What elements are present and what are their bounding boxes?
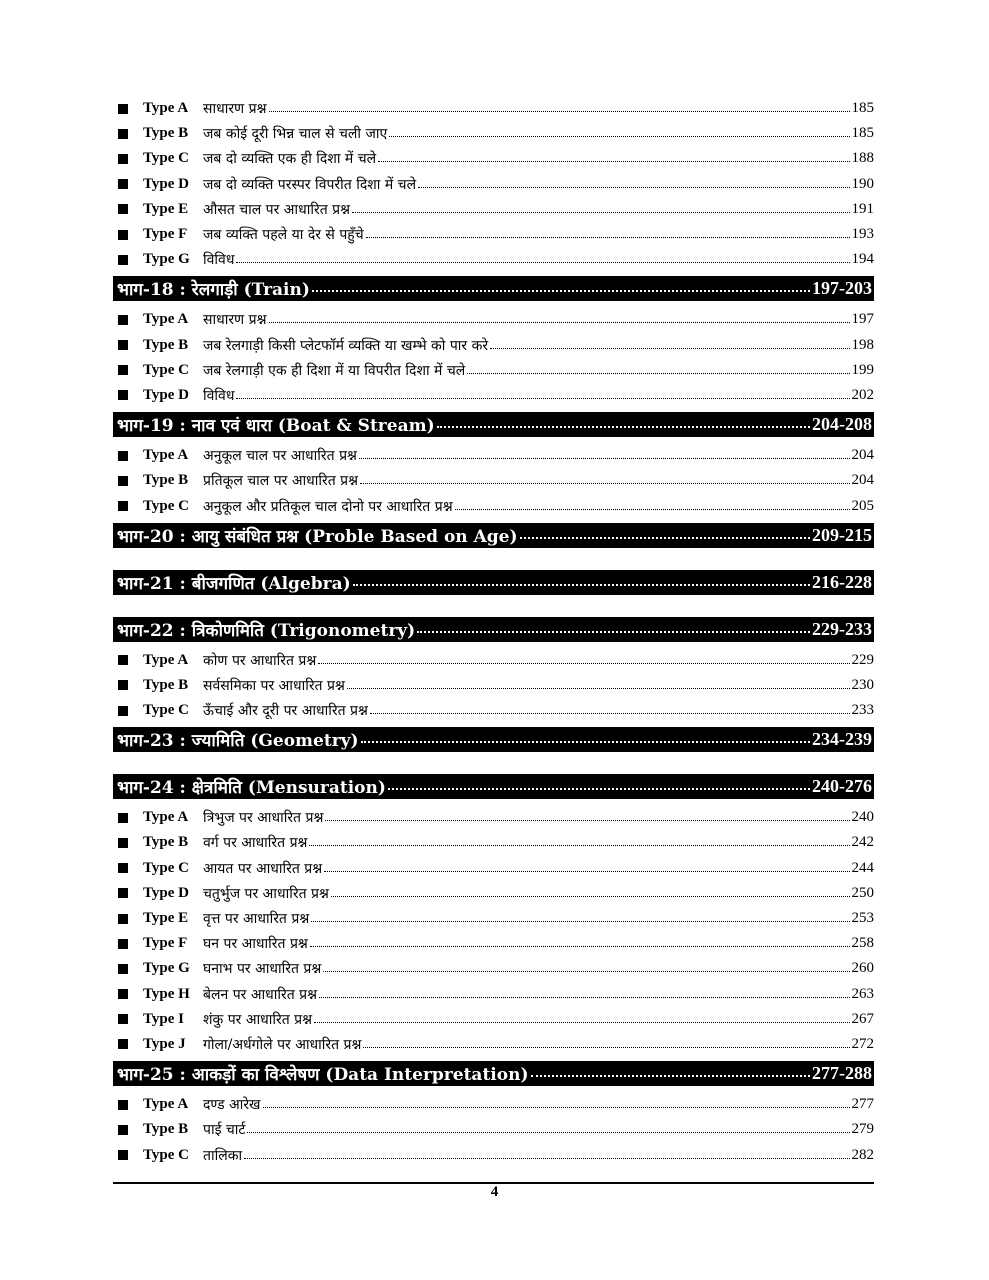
leader-dots — [455, 497, 850, 510]
entry-title: जब रेलगाड़ी किसी प्लेटफॉर्म व्यक्ति या खम्भे को पार करे — [203, 337, 489, 354]
leader-dots — [314, 1010, 849, 1023]
entry-title: साधारण प्रश्न — [203, 312, 267, 329]
entry-type: Type D — [143, 884, 189, 901]
square-bullet-icon — [118, 1039, 128, 1049]
entry-page: 230 — [851, 676, 874, 693]
entry-type: Type G — [143, 960, 190, 977]
leader-dots — [244, 1146, 849, 1159]
entry-type: Type B — [143, 125, 189, 142]
entry-page: 204 — [851, 447, 874, 464]
toc-entry[interactable] — [113, 673, 874, 698]
entry-page: 242 — [851, 834, 874, 851]
leader-dots — [269, 99, 850, 112]
leader-dots — [363, 1035, 849, 1048]
leader-dots — [353, 571, 810, 586]
leader-dots — [312, 277, 810, 292]
section-gap — [113, 554, 874, 566]
entry-type: Type C — [143, 702, 189, 719]
leader-dots — [247, 1120, 849, 1133]
leader-dots — [319, 985, 849, 998]
part-header[interactable] — [113, 774, 874, 799]
square-bullet-icon — [118, 1100, 128, 1110]
leader-dots — [352, 200, 850, 213]
square-bullet-icon — [118, 501, 128, 511]
toc-entry[interactable] — [113, 1142, 874, 1167]
part-title: भाग-25 : आकड़ों का विश्लेषण (Data Interpretation) — [117, 1065, 529, 1086]
leader-dots — [331, 884, 850, 897]
toc-entry[interactable] — [113, 956, 874, 981]
leader-dots — [323, 959, 849, 972]
entry-title: चतुर्भुज पर आधारित प्रश्न — [203, 885, 329, 902]
square-bullet-icon — [118, 964, 128, 974]
part-page-range: 240-276 — [812, 776, 872, 797]
entry-title: वृत्त पर आधारित प्रश्न — [203, 911, 310, 928]
toc-entry[interactable] — [113, 931, 874, 956]
entry-type: Type C — [143, 361, 189, 378]
entry-page: 279 — [851, 1121, 874, 1138]
leader-dots — [378, 149, 849, 162]
toc-entry[interactable] — [113, 906, 874, 931]
entry-title: अनुकूल और प्रतिकूल चाल दोनो पर आधारित प्रश्न — [203, 498, 453, 515]
entry-title: बेलन पर आधारित प्रश्न — [203, 986, 318, 1003]
square-bullet-icon — [118, 706, 128, 716]
toc-entry[interactable] — [113, 247, 874, 272]
toc-entry[interactable] — [113, 830, 874, 855]
leader-dots — [311, 909, 849, 922]
entry-type: Type E — [143, 910, 189, 927]
part-header[interactable] — [113, 412, 874, 437]
leader-dots — [361, 728, 810, 743]
toc-entry[interactable] — [113, 1117, 874, 1142]
entry-page: 191 — [851, 200, 874, 217]
entry-type: Type F — [143, 226, 188, 243]
toc-entry[interactable] — [113, 856, 874, 881]
toc-entry[interactable] — [113, 121, 874, 146]
square-bullet-icon — [118, 179, 128, 189]
entry-title: विविध — [203, 252, 235, 269]
square-bullet-icon — [118, 655, 128, 665]
square-bullet-icon — [118, 230, 128, 240]
leader-dots — [236, 250, 849, 263]
part-page-range: 234-239 — [812, 729, 872, 750]
entry-page: 193 — [851, 226, 874, 243]
toc-entry[interactable] — [113, 96, 874, 121]
entry-title: सर्वसमिका पर आधारित प्रश्न — [203, 677, 345, 694]
leader-dots — [325, 808, 849, 821]
entry-page: 190 — [851, 175, 874, 192]
leader-dots — [269, 310, 850, 323]
part-title: भाग-20 : आयु संबंधित प्रश्न (Proble Based on Age) — [117, 526, 518, 547]
part-page-range: 216-228 — [812, 571, 872, 592]
square-bullet-icon — [118, 939, 128, 949]
part-title: भाग-22 : त्रिकोणमिति (Trigonometry) — [117, 620, 416, 641]
entry-page: 258 — [851, 935, 874, 952]
part-title: भाग-19 : नाव एवं धारा (Boat & Stream) — [117, 416, 435, 437]
toc-entry[interactable] — [113, 493, 874, 518]
square-bullet-icon — [118, 365, 128, 375]
leader-dots — [310, 934, 850, 947]
entry-type: Type A — [143, 1096, 189, 1113]
leader-dots — [347, 676, 850, 689]
part-title: भाग-21 : बीजगणित (Algebra) — [117, 573, 351, 594]
entry-title: आयत पर आधारित प्रश्न — [203, 860, 323, 877]
entry-page: 198 — [851, 336, 874, 353]
entry-type: Type C — [143, 150, 189, 167]
part-title: भाग-18 : रेलगाड़ी (Train) — [117, 280, 310, 301]
entry-page: 204 — [851, 472, 874, 489]
leader-dots — [263, 1095, 850, 1108]
square-bullet-icon — [118, 340, 128, 350]
toc-entry[interactable] — [113, 1007, 874, 1032]
toc-entry[interactable] — [113, 881, 874, 906]
entry-page: 188 — [851, 150, 874, 167]
entry-type: Type C — [143, 497, 189, 514]
entry-page: 277 — [851, 1096, 874, 1113]
toc-entry[interactable] — [113, 146, 874, 171]
part-header[interactable] — [113, 523, 874, 548]
toc-entry[interactable] — [113, 1032, 874, 1057]
part-page-range: 204-208 — [812, 414, 872, 435]
toc-entry[interactable] — [113, 648, 874, 673]
square-bullet-icon — [118, 863, 128, 873]
entry-title: घन पर आधारित प्रश्न — [203, 936, 308, 953]
leader-dots — [318, 651, 849, 664]
toc-entry[interactable] — [113, 197, 874, 222]
leader-dots — [370, 701, 850, 714]
entry-title: साधारण प्रश्न — [203, 101, 267, 118]
part-page-range: 209-215 — [812, 524, 872, 545]
entry-type: Type A — [143, 651, 189, 668]
leader-dots — [389, 124, 849, 137]
toc-entry[interactable] — [113, 333, 874, 358]
toc-entry[interactable] — [113, 307, 874, 332]
entry-page: 185 — [851, 100, 874, 117]
square-bullet-icon — [118, 813, 128, 823]
part-title: भाग-24 : क्षेत्रमिति (Mensuration) — [117, 778, 386, 799]
square-bullet-icon — [118, 255, 128, 265]
toc-entry[interactable] — [113, 172, 874, 197]
part-header[interactable] — [113, 617, 874, 642]
leader-dots — [418, 175, 849, 188]
entry-title: जब व्यक्ति पहले या देर से पहुँचे — [203, 227, 364, 244]
entry-title: पाई चार्ट — [203, 1122, 246, 1139]
square-bullet-icon — [118, 204, 128, 214]
entry-type: Type H — [143, 985, 190, 1002]
toc-entry[interactable] — [113, 698, 874, 723]
entry-title: घनाभ पर आधारित प्रश्न — [203, 961, 322, 978]
entry-title: प्रतिकूल चाल पर आधारित प्रश्न — [203, 473, 359, 490]
entry-page: 260 — [851, 960, 874, 977]
section-gap — [113, 601, 874, 613]
entry-page: 282 — [851, 1146, 874, 1163]
toc-entry[interactable] — [113, 222, 874, 247]
entry-page: 233 — [851, 702, 874, 719]
toc-entry[interactable] — [113, 982, 874, 1007]
entry-type: Type C — [143, 859, 189, 876]
entry-title: कोण पर आधारित प्रश्न — [203, 652, 317, 669]
entry-page: 199 — [851, 361, 874, 378]
entry-type: Type G — [143, 251, 190, 268]
entry-title: जब दो व्यक्ति परस्पर विपरीत दिशा में चले — [203, 176, 417, 193]
toc-entry[interactable] — [113, 1092, 874, 1117]
square-bullet-icon — [118, 451, 128, 461]
entry-page: 229 — [851, 651, 874, 668]
square-bullet-icon — [118, 1150, 128, 1160]
leader-dots — [359, 446, 850, 459]
leader-dots — [360, 471, 849, 484]
entry-page: 267 — [851, 1010, 874, 1027]
entry-page: 185 — [851, 125, 874, 142]
entry-page: 194 — [851, 251, 874, 268]
entry-page: 263 — [851, 985, 874, 1002]
entry-type: Type B — [143, 834, 189, 851]
part-header[interactable] — [113, 276, 874, 301]
entry-title: दण्ड आरेख — [203, 1097, 261, 1114]
entry-title: तालिका — [203, 1147, 243, 1164]
leader-dots — [324, 859, 849, 872]
entry-page: 272 — [851, 1035, 874, 1052]
table-of-contents — [113, 96, 874, 1168]
entry-type: Type B — [143, 472, 189, 489]
entry-title: अनुकूल चाल पर आधारित प्रश्न — [203, 448, 357, 465]
entry-type: Type E — [143, 200, 189, 217]
entry-type: Type D — [143, 386, 189, 403]
part-page-range: 197-203 — [812, 278, 872, 299]
entry-type: Type C — [143, 1146, 189, 1163]
entry-type: Type B — [143, 1121, 189, 1138]
square-bullet-icon — [118, 680, 128, 690]
entry-title: जब दो व्यक्ति एक ही दिशा में चले — [203, 151, 377, 168]
square-bullet-icon — [118, 914, 128, 924]
toc-entry[interactable] — [113, 383, 874, 408]
toc-entry[interactable] — [113, 358, 874, 383]
square-bullet-icon — [118, 154, 128, 164]
leader-dots — [437, 413, 810, 428]
leader-dots — [467, 361, 849, 374]
entry-type: Type A — [143, 809, 189, 826]
entry-type: Type J — [143, 1035, 186, 1052]
square-bullet-icon — [118, 129, 128, 139]
entry-page: 250 — [851, 884, 874, 901]
entry-type: Type B — [143, 336, 189, 353]
entry-type: Type I — [143, 1010, 184, 1027]
toc-entry[interactable] — [113, 468, 874, 493]
entry-type: Type A — [143, 311, 189, 328]
square-bullet-icon — [118, 315, 128, 325]
part-header[interactable] — [113, 1061, 874, 1086]
entry-title: त्रिभुज पर आधारित प्रश्न — [203, 810, 324, 827]
entry-title: गोला/अर्धगोले पर आधारित प्रश्न — [203, 1036, 362, 1053]
entry-page: 202 — [851, 386, 874, 403]
entry-page: 197 — [851, 311, 874, 328]
leader-dots — [531, 1062, 811, 1077]
entry-title: विविध — [203, 387, 235, 404]
leader-dots — [490, 336, 849, 349]
entry-page: 240 — [851, 809, 874, 826]
part-header[interactable] — [113, 570, 874, 595]
toc-entry[interactable] — [113, 443, 874, 468]
part-header[interactable] — [113, 727, 874, 752]
part-page-range: 229-233 — [812, 618, 872, 639]
leader-dots — [236, 386, 849, 399]
entry-title: औसत चाल पर आधारित प्रश्न — [203, 201, 350, 218]
entry-title: ऊँचाई और दूरी पर आधारित प्रश्न — [203, 703, 368, 720]
square-bullet-icon — [118, 1125, 128, 1135]
entry-type: Type D — [143, 175, 189, 192]
leader-dots — [388, 775, 810, 790]
entry-title: शंकु पर आधारित प्रश्न — [203, 1011, 313, 1028]
part-title: भाग-23 : ज्यामिति (Geometry) — [117, 731, 359, 752]
leader-dots — [520, 524, 810, 539]
square-bullet-icon — [118, 390, 128, 400]
leader-dots — [309, 833, 849, 846]
entry-type: Type A — [143, 447, 189, 464]
square-bullet-icon — [118, 1014, 128, 1024]
entry-page: 244 — [851, 859, 874, 876]
toc-entry[interactable] — [113, 805, 874, 830]
square-bullet-icon — [118, 104, 128, 114]
section-gap — [113, 758, 874, 770]
square-bullet-icon — [118, 888, 128, 898]
entry-title: वर्ग पर आधारित प्रश्न — [203, 835, 308, 852]
leader-dots — [366, 225, 850, 238]
square-bullet-icon — [118, 476, 128, 486]
entry-title: जब कोई दूरी भिन्न चाल से चली जाए — [203, 126, 388, 143]
entry-type: Type F — [143, 935, 188, 952]
entry-title: जब रेलगाड़ी एक ही दिशा में या विपरीत दिशा में चले — [203, 362, 466, 379]
square-bullet-icon — [118, 838, 128, 848]
entry-page: 205 — [851, 497, 874, 514]
entry-type: Type B — [143, 676, 189, 693]
entry-page: 253 — [851, 910, 874, 927]
part-page-range: 277-288 — [812, 1063, 872, 1084]
page-number: 4 — [490, 1184, 499, 1200]
leader-dots — [417, 618, 810, 633]
entry-type: Type A — [143, 100, 189, 117]
square-bullet-icon — [118, 989, 128, 999]
